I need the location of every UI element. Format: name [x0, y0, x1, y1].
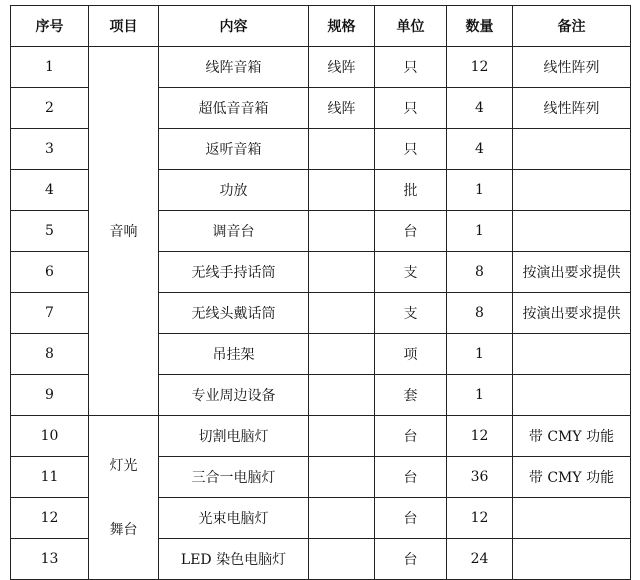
- cell-unit: 台: [375, 498, 447, 539]
- header-spec: 规格: [309, 6, 375, 47]
- cell-qty: 4: [447, 88, 513, 129]
- cell-spec: [309, 252, 375, 293]
- equipment-table: [10, 5, 631, 580]
- cell-note: [513, 129, 631, 170]
- cell-content: LED 染色电脑灯: [159, 539, 309, 580]
- cell-content: 线阵音箱: [159, 47, 309, 88]
- cell-spec: [309, 129, 375, 170]
- cell-note: [513, 498, 631, 539]
- cell-no: 3: [11, 129, 89, 170]
- cell-qty: 1: [447, 211, 513, 252]
- cell-no: 1: [11, 47, 89, 88]
- cell-spec: [309, 293, 375, 334]
- header-note: 备注: [513, 6, 631, 47]
- cell-no: 10: [11, 416, 89, 457]
- cell-no: 13: [11, 539, 89, 580]
- cell-unit: 支: [375, 252, 447, 293]
- header-qty: 数量: [447, 6, 513, 47]
- cell-note: 带 CMY 功能: [513, 457, 631, 498]
- cell-content: 切割电脑灯: [159, 416, 309, 457]
- equipment-table-container: [10, 5, 631, 580]
- item-group-lighting: 灯光: [109, 457, 138, 474]
- cell-no: 2: [11, 88, 89, 129]
- cell-note: 线性阵列: [513, 88, 631, 129]
- cell-qty: 1: [447, 375, 513, 416]
- cell-note: [513, 539, 631, 580]
- table-row: [11, 47, 631, 88]
- cell-unit: 台: [375, 416, 447, 457]
- cell-no: 8: [11, 334, 89, 375]
- cell-spec: [309, 170, 375, 211]
- cell-unit: 支: [375, 293, 447, 334]
- cell-note: 线性阵列: [513, 47, 631, 88]
- cell-spec: [309, 334, 375, 375]
- cell-spec: [309, 457, 375, 498]
- cell-qty: 8: [447, 293, 513, 334]
- cell-qty: 12: [447, 416, 513, 457]
- cell-no: 9: [11, 375, 89, 416]
- cell-note: [513, 375, 631, 416]
- cell-unit: 台: [375, 457, 447, 498]
- item-group-audio: 音响: [89, 47, 159, 416]
- cell-no: 7: [11, 293, 89, 334]
- cell-unit: 项: [375, 334, 447, 375]
- cell-unit: 台: [375, 539, 447, 580]
- cell-content: 三合一电脑灯: [159, 457, 309, 498]
- cell-spec: 线阵: [309, 47, 375, 88]
- cell-unit: 台: [375, 211, 447, 252]
- header-item: 项目: [89, 6, 159, 47]
- header-no: 序号: [11, 6, 89, 47]
- cell-content: 无线手持话筒: [159, 252, 309, 293]
- cell-content: 专业周边设备: [159, 375, 309, 416]
- cell-content: 返听音箱: [159, 129, 309, 170]
- cell-no: 11: [11, 457, 89, 498]
- cell-no: 5: [11, 211, 89, 252]
- cell-note: [513, 211, 631, 252]
- cell-unit: 只: [375, 47, 447, 88]
- cell-qty: 1: [447, 334, 513, 375]
- cell-spec: [309, 498, 375, 539]
- cell-unit: 批: [375, 170, 447, 211]
- cell-spec: [309, 416, 375, 457]
- cell-unit: 只: [375, 88, 447, 129]
- cell-unit: 套: [375, 375, 447, 416]
- cell-note: 按演出要求提供: [513, 293, 631, 334]
- item-group-spacer: [89, 476, 158, 520]
- cell-content: 调音台: [159, 211, 309, 252]
- cell-content: 吊挂架: [159, 334, 309, 375]
- header-unit: 单位: [375, 6, 447, 47]
- cell-qty: 1: [447, 170, 513, 211]
- item-group-lighting-stage: [89, 416, 159, 580]
- cell-qty: 8: [447, 252, 513, 293]
- cell-spec: 线阵: [309, 88, 375, 129]
- cell-spec: [309, 539, 375, 580]
- cell-spec: [309, 211, 375, 252]
- cell-qty: 12: [447, 47, 513, 88]
- cell-note: 带 CMY 功能: [513, 416, 631, 457]
- cell-no: 4: [11, 170, 89, 211]
- header-row: [11, 6, 631, 47]
- cell-note: 按演出要求提供: [513, 252, 631, 293]
- cell-note: [513, 170, 631, 211]
- cell-content: 光束电脑灯: [159, 498, 309, 539]
- table-row: [11, 416, 631, 457]
- cell-spec: [309, 375, 375, 416]
- item-group-stage: 舞台: [109, 521, 138, 538]
- cell-content: 超低音音箱: [159, 88, 309, 129]
- cell-note: [513, 334, 631, 375]
- cell-unit: 只: [375, 129, 447, 170]
- cell-content: 功放: [159, 170, 309, 211]
- header-content: 内容: [159, 6, 309, 47]
- cell-qty: 12: [447, 498, 513, 539]
- cell-qty: 36: [447, 457, 513, 498]
- cell-qty: 24: [447, 539, 513, 580]
- cell-no: 6: [11, 252, 89, 293]
- cell-no: 12: [11, 498, 89, 539]
- cell-qty: 4: [447, 129, 513, 170]
- cell-content: 无线头戴话筒: [159, 293, 309, 334]
